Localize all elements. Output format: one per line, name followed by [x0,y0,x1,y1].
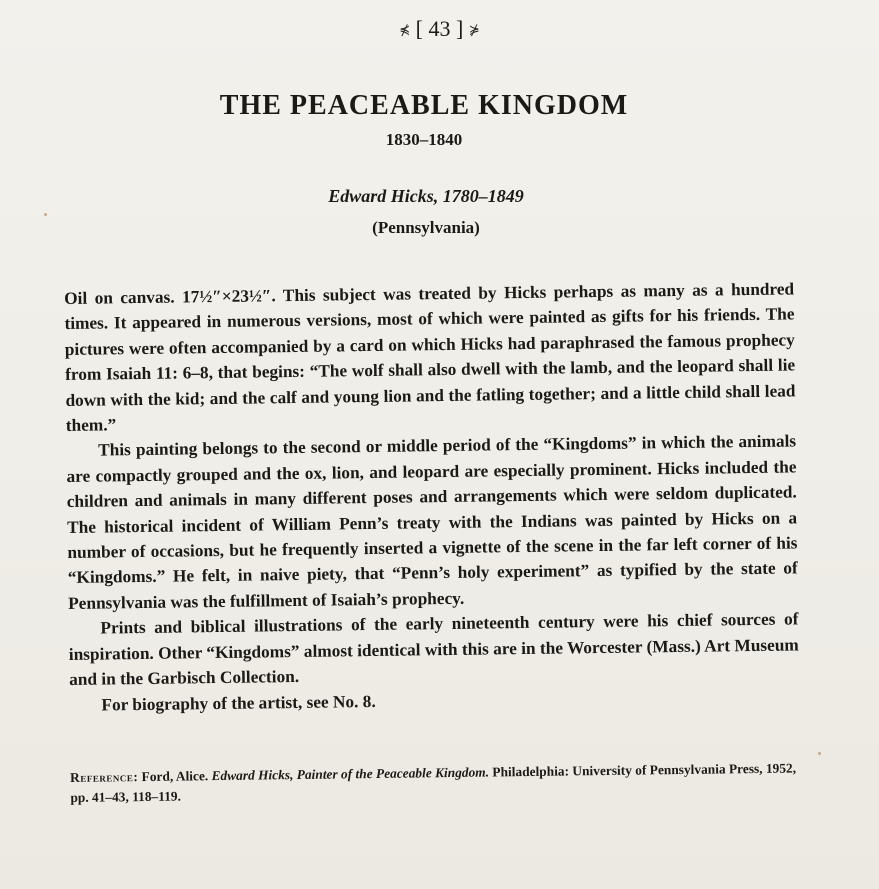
reference-work: Edward Hicks, Painter of the Peaceable Kingdom. [211,764,490,784]
description-body [64,276,800,717]
page-folio: ⋠ [ 43 ] ⋡ [399,16,480,41]
artist-region: (Pennsylvania) [372,218,480,237]
page-number: 43 [428,16,451,41]
description-paragraph: For biography of the artist, see No. 8. [101,691,376,715]
description-paragraph: Oil on canvas. 17½″×23½″. This subject was treated by Hicks perhaps as many as a hundred times. It appeared in numerous versions, most of which were painted as gifts for his friends. The pictures were often accompanied by a card on which Hicks had paraphrased the famous prophecy from Isaiah 11: 6–8, that begins: “The wolf shall also dwell with the lamb, and the leopard shall lie down with the kid; and the calf and young lion and the fatling together; and a little child shall lead them.” [64,279,796,436]
description-paragraph: This painting belongs to the second or middle period of the “Kingdoms” in which the animals are compactly grouped and the ox, lion, and leopard are especially prominent. Hicks included the children and animals in many different poses and arrangements which were seldom duplicated. The historical incident of William Penn’s treaty with the Indians was painted by Hicks on a number of occasions, but he frequently inserted a vignette of the scene in the far left corner of his “Kingdoms.” He felt, in naive piety, that “Penn’s holy experiment” as typified by the state of Pennsylvania was the fulfillment of Isaiah’s prophecy. [66,431,798,613]
reference-author: Ford, Alice. [141,768,209,785]
reference-citation [70,758,800,808]
reference-label: Reference: [70,769,139,785]
description-paragraph: Prints and biblical illustrations of the early nineteenth century were his chief sources of inspiration. Other “Kingdoms” almost identical with this are in the Worcester (Mass.) Art Museum and in the Garbisch Collection. [68,609,799,690]
reference-publication: Philadelphia: University of Pennsylvania Press, 1952, pp. 41–43, 118–119. [70,760,797,805]
left-ornament-icon: ⋠ [399,22,411,37]
artwork-dates: 1830–1840 [385,130,463,149]
paper-speck [818,752,821,755]
right-ornament-icon: ⋡ [468,22,480,37]
artist-name: Edward Hicks, 1780–1849 [328,186,524,206]
artwork-title: THE PEACEABLE KINGDOM [219,90,629,121]
paper-speck [44,213,47,216]
